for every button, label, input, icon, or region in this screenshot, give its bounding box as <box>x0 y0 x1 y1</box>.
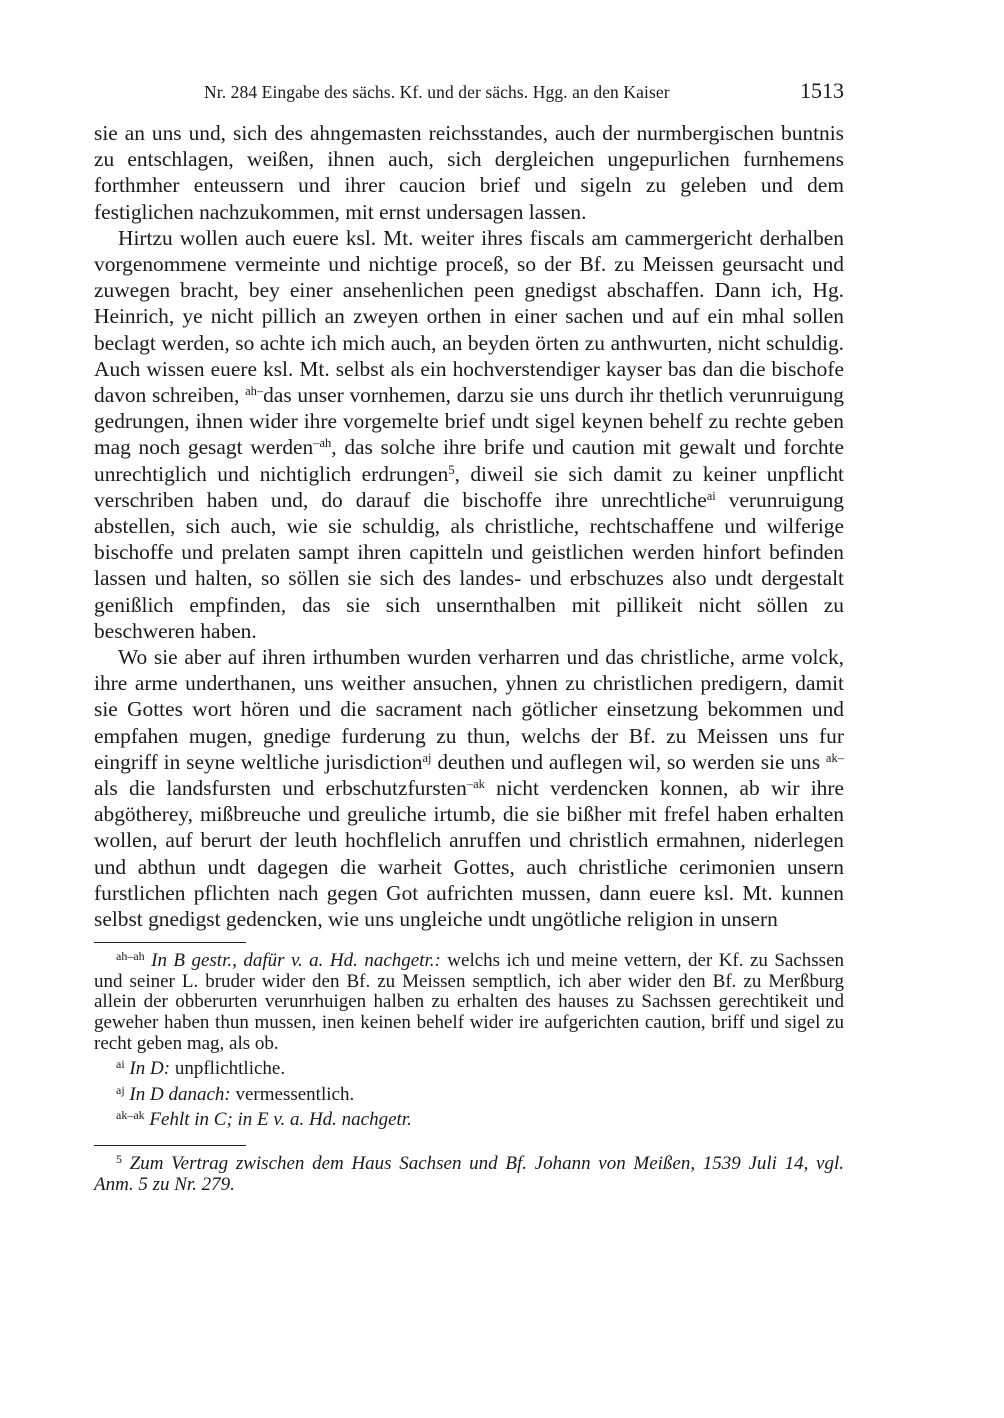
note-mark: ah–ah <box>116 949 145 964</box>
note-text: welchs ich und meine vettern, der Kf. zu Sachssen und seiner L. bruder wider den Bf. zu Meissen semptlich, ich aber wider den Bf. zu Merßburg allein der obberurten verunrhuigen halben zu erhalten des hauses zu Sachssen gerechtikeit und geweher haben thun mussen, inen keinen behelf wider ire aufgerichten caution, briff und sigel zu recht geben mag, als ob. <box>94 950 845 1054</box>
note-label: In D: <box>129 1058 171 1080</box>
paragraph-2 <box>94 225 844 644</box>
apparatus-note-aj <box>94 1082 844 1106</box>
text-run: Hirtzu wollen auch euere ksl. Mt. weiter ihres fiscals am cammergericht derhalben vorgenommene vermeinte und nichtige proceß, so der Bf. zu Meissen geursacht und zuwegen bracht, bey einer ansehenlichen peen gnedigst abschaffen. Dann ich, Hg. Heinrich, ye nicht pillich an zweyen orthen in einer sachen und auf ein mhal sollen beclagt werden, so achte ich mich auch, an beyden örten zu anthwurten, nicht schuldig. Auch wissen euere ksl. Mt. selbst als ein hochverstendiger kayser bas dan die bischofe davon schreiben, <box>94 225 844 408</box>
note-label: Fehlt in C; in E v. a. Hd. nachgetr. <box>149 1109 412 1131</box>
variant-marker-ak-close: –ak <box>466 777 485 792</box>
variant-marker-ai: ai <box>706 488 716 503</box>
note-text: vermessentlich. <box>230 1083 355 1105</box>
footnote-divider <box>94 1145 246 1146</box>
footnote-ref-5: 5 <box>448 462 455 477</box>
footnote-5 <box>94 1154 844 1195</box>
variant-marker-aj: aj <box>422 750 432 765</box>
paragraph-3 <box>94 644 844 932</box>
text-run: das unser vornhemen, darzu sie uns durch ihr thetlich verunruigung gedrungen, ihnen wider ihre vorgemelte brief undt sigel keynen behelf zu rechte geben mag noch gesagt werden <box>94 383 845 460</box>
note-label: In D danach: <box>129 1083 231 1105</box>
note-mark: aj <box>116 1082 125 1097</box>
note-label: In B gestr., dafür v. a. Hd. nachgetr.: <box>151 950 441 972</box>
text-run: verunruigung abstellen, sich auch, wie sie schuldig, als christliche, rechtschaffene und wilferige bischoffe und prelaten sampt ihren capitteln und geistlichen werden hinfort befinden lassen und halten, so söllen sie sich des landes- und erbschuzes also undt dergestalt genißlich empfinden, das sie sich unsernthalben mit pillikeit nicht söllen zu beschweren haben. <box>94 487 844 643</box>
page-number: 1513 <box>800 78 844 103</box>
note-text: unpflichtliche. <box>170 1058 286 1080</box>
main-text <box>94 120 844 932</box>
text-run: deuthen und auflegen wil, so werden sie uns <box>431 749 826 774</box>
paragraph-1: sie an uns und, sich des ahngemasten reichsstandes, auch der nurmbergischen buntnis zu entschlagen, weißen, ihnen auch, sich dergleichen ungepurlichen furnhemens forthmher enteussern und ihrer caucion brief und sigeln zu geleben und dem festiglichen nachzukommen, mit ernst undersagen lassen. <box>94 121 844 224</box>
document-page <box>94 78 844 1195</box>
footnotes <box>94 1154 844 1195</box>
apparatus-note-ai <box>94 1059 844 1080</box>
apparatus-divider <box>94 942 246 943</box>
text-run: Wo sie aber auf ihren irthumben wurden verharren und das christliche, arme volck, ihre arme underthanen, uns weither ansuchen, yhnen zu christlichen predigern, damit sie Gottes wort hören und die sacrament nach götlicher einsetzung bekommen und empfahen mugen, gnedige furderung zu thun, welchs der Bf. zu Meissen uns fur eingriff in seyne weltliche jurisdiction <box>94 645 844 774</box>
variant-marker-ak-open: ak– <box>825 750 844 765</box>
header-title: Nr. 284 Eingabe des sächs. Kf. und der sächs. Hgg. an den Kaiser <box>204 82 670 102</box>
variant-marker-ah-close: –ah <box>313 436 332 451</box>
footnote-mark: 5 <box>116 1152 122 1167</box>
apparatus-note-ah <box>94 951 844 1054</box>
footnote-text: Zum Vertrag zwischen dem Haus Sachsen und Bf. Johann von Meißen, 1539 Juli 14, vgl. Anm. 5 zu Nr. 279. <box>94 1153 845 1195</box>
note-mark: ai <box>116 1057 125 1072</box>
critical-apparatus <box>94 951 844 1131</box>
apparatus-note-ak <box>94 1110 844 1131</box>
text-run: nicht verdencken konnen, ab wir ihre abgötherey, mißbreuche und greuliche irtumb, die sie bißher mit frefel haben erhalten wollen, auf berurt der leuth hochflelich anruffen und christlich ermahnen, niderlegen und abthun undt dagegen die warheit Gottes, auch christliche cerimonien unsern furstlichen pflichten nach gegen Got aufrichten mussen, dann euere ksl. Mt. kunnen selbst gnedigst gedencken, wie uns ungleiche undt ungötliche religion in unsern <box>94 776 844 932</box>
text-run: als die landsfursten und erbschutzfursten <box>94 776 467 801</box>
running-header <box>94 78 844 110</box>
note-mark: ak–ak <box>116 1108 145 1123</box>
text-run: , das solche ihre brife und caution mit gewalt und forchte unrechtiglich und nichtiglich erdrungen <box>94 435 844 486</box>
text-run: , diweil sie sich damit zu keiner unpflicht verschriben haben und, do darauf die bischoffe ihre unrechtliche <box>94 461 844 512</box>
variant-marker-ah-open: ah– <box>245 384 264 399</box>
